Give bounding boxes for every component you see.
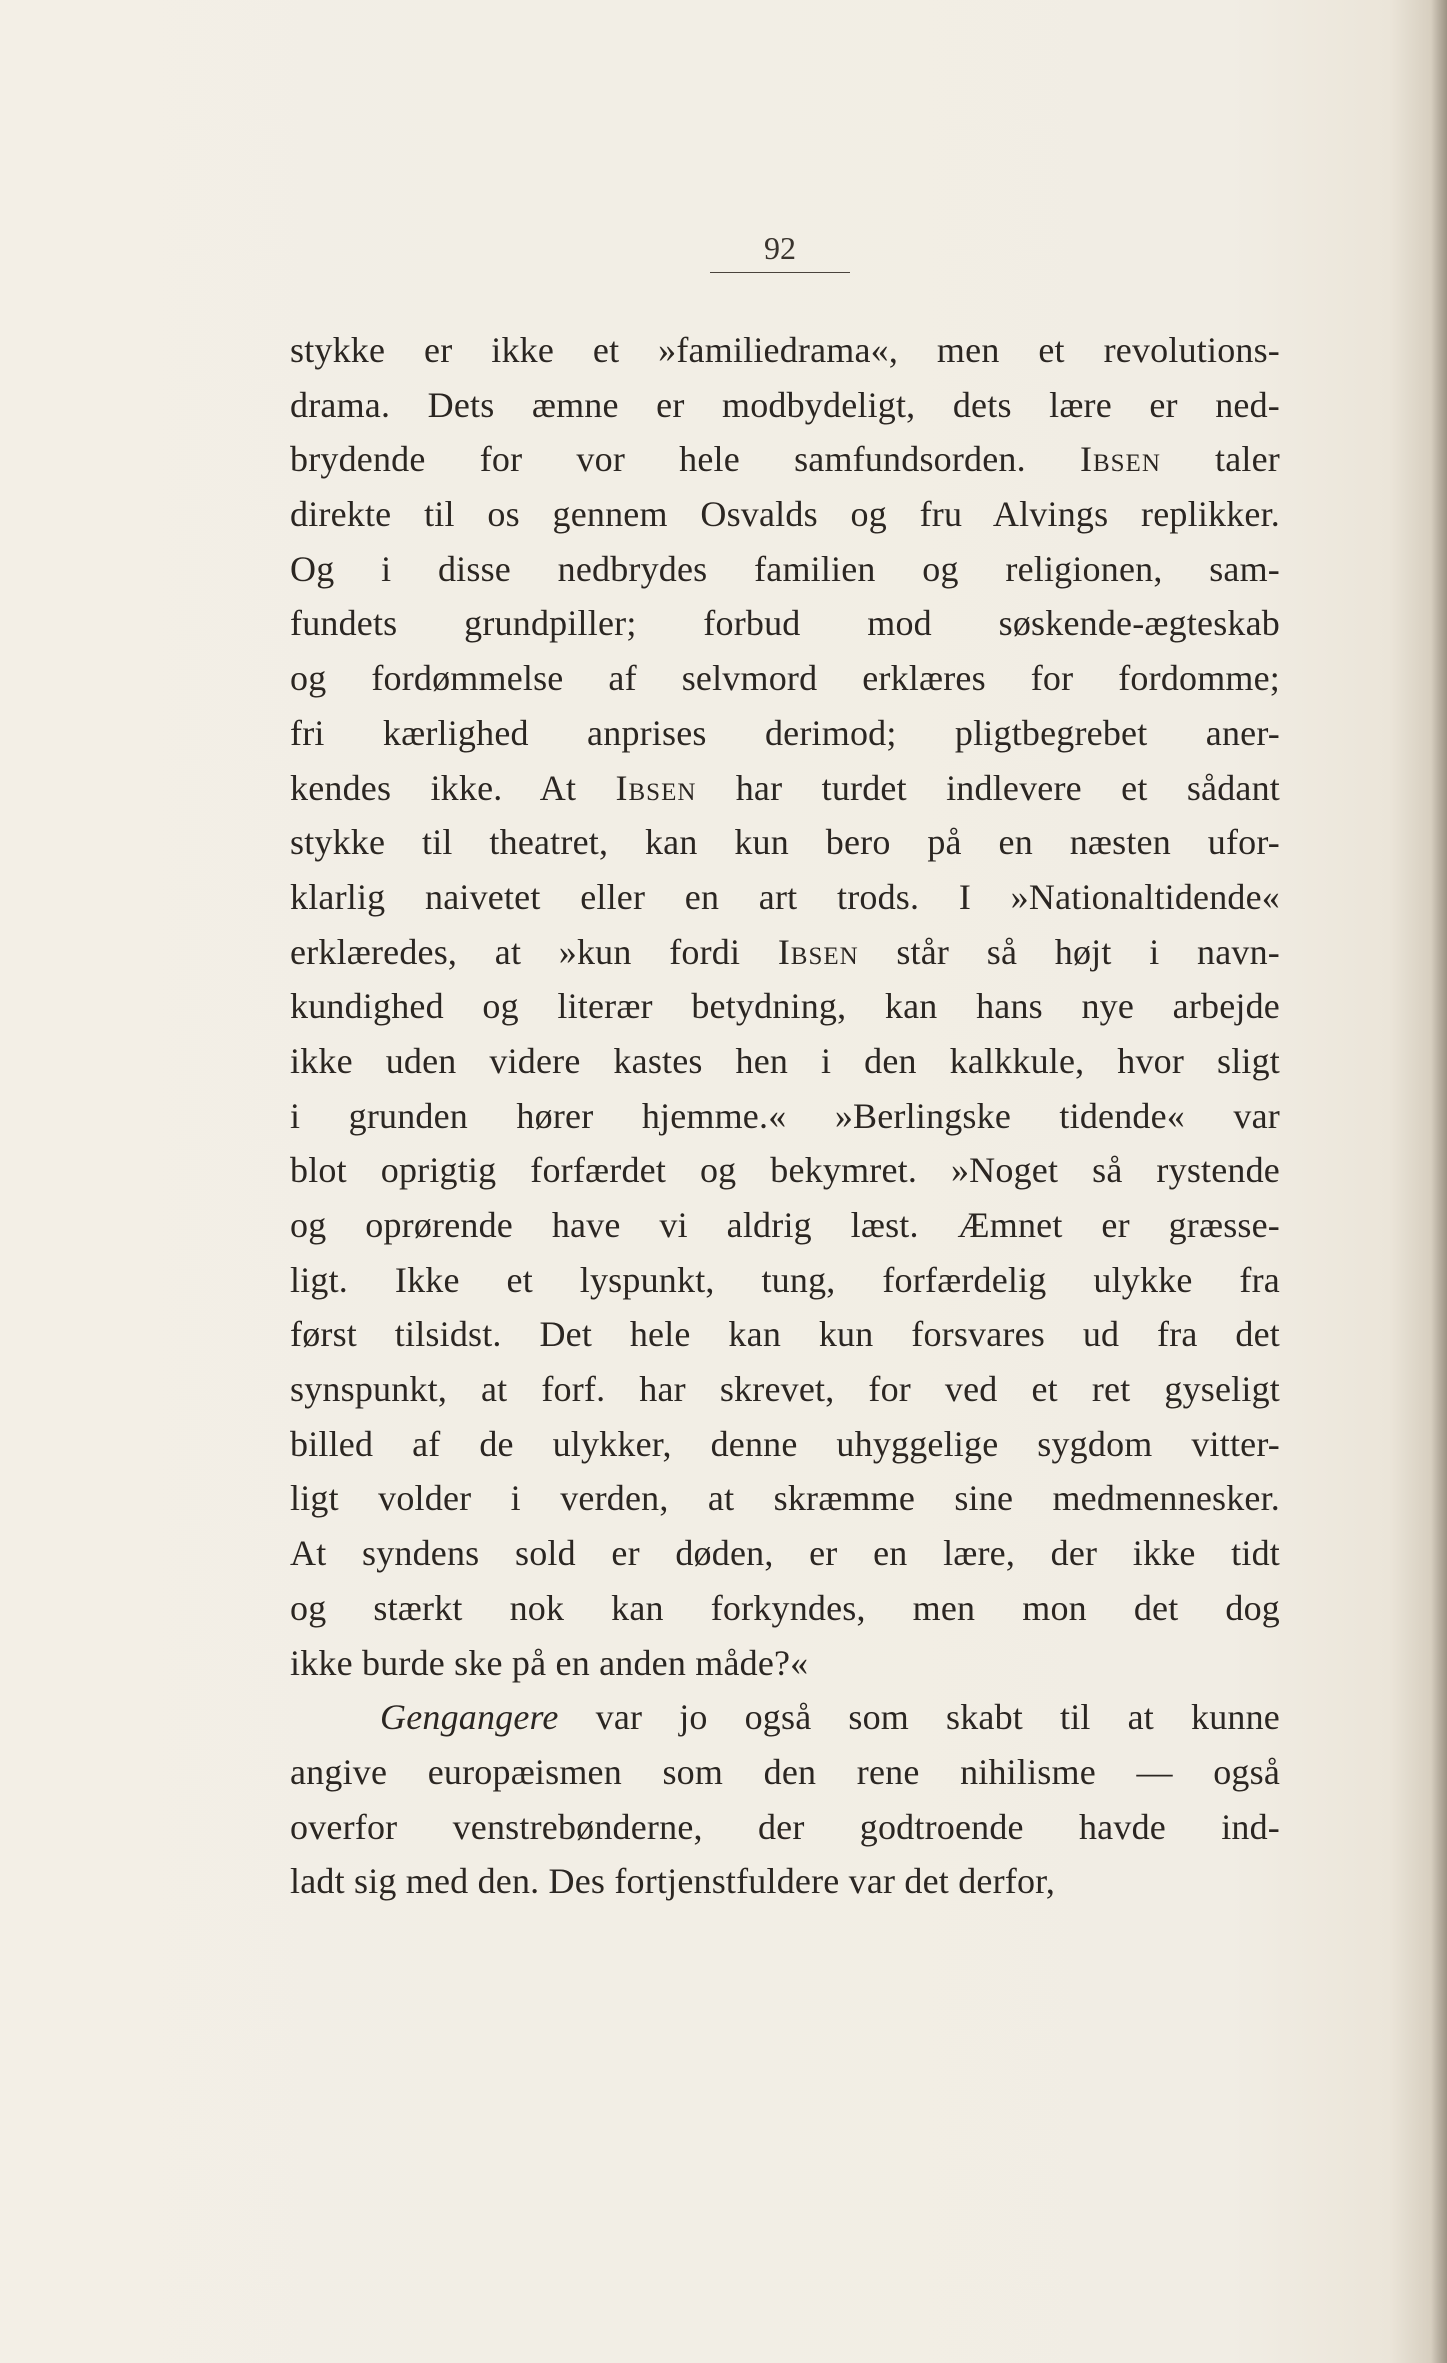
text-run: drama. Dets æmne er modbydeligt, dets lære er ned- [290,384,1280,425]
page-number: 92 [764,230,796,266]
text-run: og stærkt nok kan forkyndes, men mon det dog [290,1587,1280,1628]
text-line [290,925,1280,980]
text-run: kundighed og literær betydning, kan hans nye arbejde [290,986,1280,1027]
text-line [290,1362,1280,1417]
text-run: direkte til os gennem Osvalds og fru Alvings replikker. [290,494,1280,535]
author-name: Ibsen [777,931,859,972]
text-line [290,979,1280,1034]
text-run: fundets grundpiller; forbud mod søskende-ægteskab [290,603,1280,644]
text-run: i grunden hører hjemme.« »Berlingske tidende« var [290,1095,1280,1136]
text-run: brydende for vor hele samfundsorden. [290,439,1080,480]
text-run: ikke uden videre kastes hen i den kalkkule, hvor sligt [290,1040,1280,1081]
text-line [290,761,1280,816]
text-line [290,1417,1280,1472]
text-run: At syndens sold er døden, er en lære, der ikke tidt [290,1533,1280,1574]
text-line [290,1636,1280,1691]
text-run: blot oprigtig forfærdet og bekymret. »Noget så rystende [290,1150,1280,1191]
text-line [290,1253,1280,1308]
text-run: kendes ikke. At [290,767,616,808]
text-run: var jo også som skabt til at kunne [558,1697,1280,1738]
text-line [290,815,1280,870]
text-run: stykke til theatret, kan kun bero på en næsten ufor- [290,822,1280,863]
text-run: ikke burde ske på en anden måde?« [290,1642,809,1683]
text-line [290,1307,1280,1362]
text-run: ligt. Ikke et lyspunkt, tung, forfærdelig ulykke fra [290,1259,1280,1300]
text-run: synspunkt, at forf. har skrevet, for ved et ret gyseligt [290,1369,1280,1410]
text-run: billed af de ulykker, denne uhyggelige sygdom vitter- [290,1423,1280,1464]
text-line [290,1089,1280,1144]
text-line [290,323,1280,378]
author-name: Ibsen [1079,439,1161,480]
text-run: ladt sig med den. Des fortjenstfuldere var det derfor, [290,1861,1056,1902]
text-line [290,1800,1280,1855]
text-run: fri kærlighed anprises derimod; pligtbegrebet aner- [290,712,1280,753]
text-run: og fordømmelse af selvmord erklæres for fordomme; [290,658,1280,699]
text-line [290,1143,1280,1198]
text-line [290,1034,1280,1089]
text-line [290,487,1280,542]
text-line [290,542,1280,597]
text-line [290,1581,1280,1636]
text-line [290,870,1280,925]
body-text [290,323,1280,1909]
text-run: ligt volder i verden, at skræmme sine medmennesker. [290,1478,1280,1519]
text-run: har turdet indlevere et sådant [696,767,1281,808]
text-run: erklæredes, at »kun fordi [290,931,778,972]
text-line [290,596,1280,651]
text-run: og oprørende have vi aldrig læst. Æmnet er græsse- [290,1205,1280,1245]
text-line [290,1745,1280,1800]
text-line [290,1526,1280,1581]
text-run: først tilsidst. Det hele kan kun forsvares ud fra det [290,1314,1280,1355]
text-run: taler [1160,439,1280,480]
text-run: angive europæismen som den rene nihilisme — også [290,1751,1280,1792]
text-line [290,706,1280,761]
text-run: Og i disse nedbrydes familien og religionen, sam- [290,548,1280,589]
text-line [290,432,1280,487]
text-line [290,1854,1280,1909]
text-line [290,1690,1280,1745]
text-run: overfor venstrebønderne, der godtroende havde ind- [290,1806,1280,1847]
text-line [290,1198,1280,1253]
text-line [290,378,1280,433]
text-line [290,1471,1280,1526]
work-title: Gengangere [380,1697,559,1738]
text-line [290,651,1280,706]
text-run: står så højt i navn- [858,931,1280,972]
text-run: stykke er ikke et »familiedrama«, men et revolutions- [290,330,1280,370]
spine-shadow [1431,0,1447,2363]
text-run: klarlig naivetet eller en art trods. I »Nationaltidende« [290,876,1280,917]
author-name: Ibsen [615,767,697,808]
page-number-rule [710,272,850,273]
